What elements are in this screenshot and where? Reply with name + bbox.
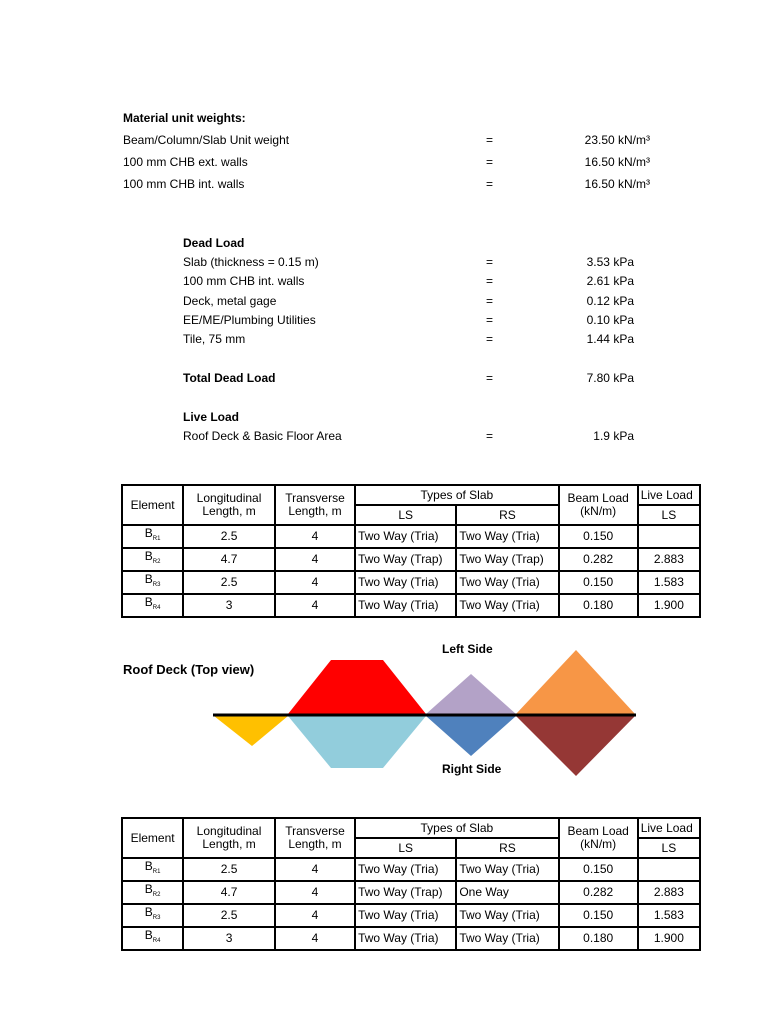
- live-load-cell: 1.583: [638, 571, 700, 594]
- rs-cell: One Way: [456, 881, 558, 904]
- longitudinal-cell: 4.7: [183, 548, 275, 571]
- equals-sign: =: [486, 332, 494, 346]
- header-live-ls: LS: [638, 838, 700, 858]
- dead-load-value: 0.10 kPa: [586, 313, 634, 327]
- element-cell: $B_{R1}$: [122, 525, 183, 548]
- blue-triangle: [426, 716, 516, 756]
- orange-triangle: [516, 650, 635, 714]
- rs-cell: Two Way (Tria): [456, 525, 558, 548]
- transverse-cell: 4: [275, 927, 355, 950]
- transverse-cell: 4: [275, 881, 355, 904]
- dead-load-label: Tile, 75 mm: [183, 332, 246, 346]
- material-label: Beam/Column/Slab Unit weight: [123, 133, 290, 147]
- dead-load-value: 1.44 kPa: [586, 332, 634, 346]
- element-cell: $B_{R2}$: [122, 881, 183, 904]
- lavender-triangle: [426, 674, 516, 714]
- transverse-cell: 4: [275, 525, 355, 548]
- live-load-cell: 2.883: [638, 881, 700, 904]
- beam-load-table-2: [121, 817, 701, 951]
- transverse-cell: 4: [275, 858, 355, 881]
- beam-load-table-2-wrap: [121, 817, 693, 957]
- red-trapezoid: [288, 660, 426, 714]
- beam-load-cell: 0.282: [559, 881, 638, 904]
- rs-cell: Two Way (Tria): [456, 927, 558, 950]
- ls-cell: Two Way (Tria): [355, 904, 456, 927]
- header-live-load: Live Load: [638, 818, 700, 838]
- header-live-load: Live Load: [638, 485, 700, 505]
- element-cell: $B_{R1}$: [122, 858, 183, 881]
- beam-load-cell: 0.180: [559, 927, 638, 950]
- header-element: Element: [122, 485, 183, 525]
- beam-load-cell: 0.150: [559, 858, 638, 881]
- total-dead-load-label: Total Dead Load: [183, 371, 276, 385]
- ls-cell: Two Way (Trap): [355, 881, 456, 904]
- equals-sign: =: [486, 274, 494, 288]
- dead-load-value: 2.61 kPa: [586, 274, 634, 288]
- equals-sign: =: [486, 313, 494, 327]
- beam-load-cell: 0.282: [559, 548, 638, 571]
- transverse-cell: 4: [275, 904, 355, 927]
- transverse-cell: 4: [275, 571, 355, 594]
- rs-cell: Two Way (Tria): [456, 904, 558, 927]
- header-types-of-slab: Types of Slab: [355, 818, 559, 838]
- beam-load-cell: 0.150: [559, 525, 638, 548]
- equals-sign: =: [486, 177, 494, 191]
- equals-sign: =: [486, 429, 494, 443]
- ls-cell: Two Way (Trap): [355, 548, 456, 571]
- header-rs: RS: [456, 505, 558, 525]
- transverse-cell: 4: [275, 594, 355, 617]
- element-cell: $B_{R4}$: [122, 927, 183, 950]
- live-load-cell: [638, 858, 700, 881]
- longitudinal-cell: 2.5: [183, 904, 275, 927]
- dark-red-triangle: [516, 716, 635, 776]
- beam-load-cell: 0.150: [559, 904, 638, 927]
- table-row: [122, 904, 700, 927]
- longitudinal-cell: 3: [183, 927, 275, 950]
- roof-deck-title: Roof Deck (Top view): [123, 662, 255, 677]
- ls-cell: Two Way (Tria): [355, 594, 456, 617]
- beam-load-cell: 0.180: [559, 594, 638, 617]
- table-row: [122, 927, 700, 950]
- live-load-cell: 1.900: [638, 594, 700, 617]
- header-types-of-slab: Types of Slab: [355, 485, 559, 505]
- beam-load-cell: 0.150: [559, 571, 638, 594]
- longitudinal-cell: 4.7: [183, 881, 275, 904]
- equals-sign: =: [486, 255, 494, 269]
- header-live-ls: LS: [638, 505, 700, 525]
- equals-sign: =: [486, 155, 494, 169]
- material-label: 100 mm CHB int. walls: [123, 177, 245, 191]
- dead-load-value: 0.12 kPa: [586, 294, 634, 308]
- header-ls: LS: [355, 838, 456, 858]
- header-transverse: Transverse Length, m: [275, 485, 355, 525]
- header-beam-load: Beam Load (kN/m): [559, 485, 638, 525]
- material-value: 16.50 kN/m³: [584, 177, 650, 191]
- left-side-label: Left Side: [442, 642, 493, 656]
- material-value: 16.50 kN/m³: [584, 155, 650, 169]
- live-load-title: Live Load: [183, 410, 240, 424]
- yellow-triangle: [214, 716, 288, 746]
- live-load-cell: 2.883: [638, 548, 700, 571]
- longitudinal-cell: 3: [183, 594, 275, 617]
- longitudinal-cell: 2.5: [183, 571, 275, 594]
- longitudinal-cell: 2.5: [183, 858, 275, 881]
- header-transverse: Transverse Length, m: [275, 818, 355, 858]
- dead-load-label: Deck, metal gage: [183, 294, 277, 308]
- ls-cell: Two Way (Tria): [355, 858, 456, 881]
- materials-title: Material unit weights:: [123, 111, 246, 125]
- table-row: [122, 858, 700, 881]
- element-cell: $B_{R3}$: [122, 571, 183, 594]
- total-dead-load-value: 7.80 kPa: [586, 371, 634, 385]
- material-value: 23.50 kN/m³: [584, 133, 650, 147]
- header-beam-load: Beam Load (kN/m): [559, 818, 638, 858]
- header-longitudinal: Longitudinal Length, m: [183, 485, 275, 525]
- longitudinal-cell: 2.5: [183, 525, 275, 548]
- transverse-cell: 4: [275, 548, 355, 571]
- dead-load-label: 100 mm CHB int. walls: [183, 274, 305, 288]
- equals-sign: =: [486, 294, 494, 308]
- rs-cell: Two Way (Tria): [456, 571, 558, 594]
- dead-load-label: Slab (thickness = 0.15 m): [183, 255, 319, 269]
- dead-load-title: Dead Load: [183, 236, 245, 250]
- header-ls: LS: [355, 505, 456, 525]
- ls-cell: Two Way (Tria): [355, 525, 456, 548]
- element-cell: $B_{R3}$: [122, 904, 183, 927]
- material-label: 100 mm CHB ext. walls: [123, 155, 248, 169]
- rs-cell: Two Way (Tria): [456, 594, 558, 617]
- right-side-label: Right Side: [442, 762, 502, 776]
- equals-sign: =: [486, 371, 494, 385]
- live-load-label: Roof Deck & Basic Floor Area: [183, 429, 342, 443]
- element-cell: $B_{R4}$: [122, 594, 183, 617]
- dead-load-value: 3.53 kPa: [586, 255, 634, 269]
- ls-cell: Two Way (Tria): [355, 927, 456, 950]
- light-blue-trapezoid: [288, 716, 426, 768]
- header-rs: RS: [456, 838, 558, 858]
- equals-sign: =: [486, 133, 494, 147]
- live-load-cell: 1.900: [638, 927, 700, 950]
- rs-cell: Two Way (Tria): [456, 858, 558, 881]
- dead-load-label: EE/ME/Plumbing Utilities: [183, 313, 316, 327]
- element-cell: $B_{R2}$: [122, 548, 183, 571]
- header-longitudinal: Longitudinal Length, m: [183, 818, 275, 858]
- header-element: Element: [122, 818, 183, 858]
- ls-cell: Two Way (Tria): [355, 571, 456, 594]
- table-row: [122, 881, 700, 904]
- live-load-cell: 1.583: [638, 904, 700, 927]
- rs-cell: Two Way (Trap): [456, 548, 558, 571]
- live-load-value: 1.9 kPa: [593, 429, 634, 443]
